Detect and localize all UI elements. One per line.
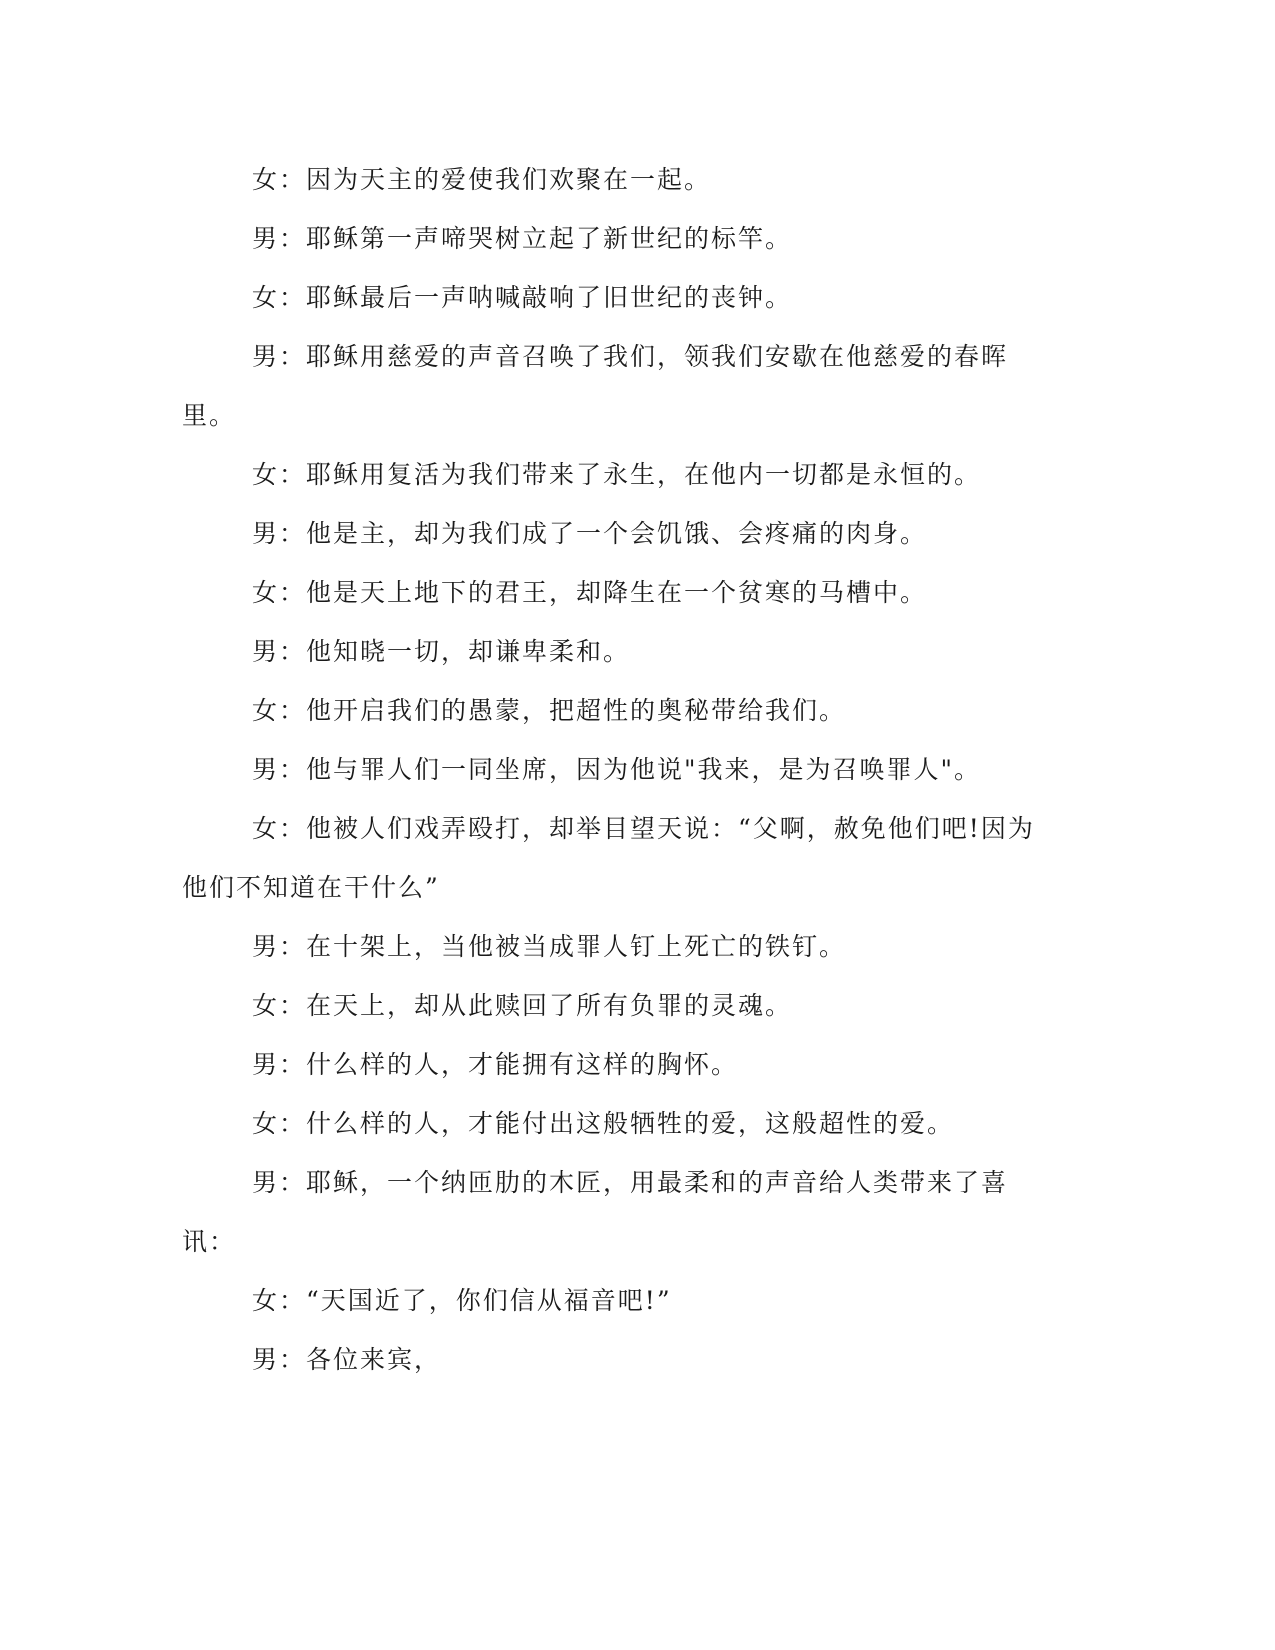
dialogue-line: 男：各位来宾， [252,1345,442,1374]
dialogue-line: 女：他开启我们的愚蒙，把超性的奥秘带给我们。 [252,696,847,725]
dialogue-line: 女：在天上，却从此赎回了所有负罪的灵魂。 [252,991,793,1020]
dialogue-line: 女：耶稣用复活为我们带来了永生，在他内一切都是永恒的。 [252,460,982,489]
dialogue-line: 男：他与罪人们一同坐席，因为他说"我来，是为召唤罪人"。 [252,755,982,784]
dialogue-line: 女：因为天主的爱使我们欢聚在一起。 [252,165,712,194]
document-body [182,150,1042,1389]
dialogue-line: 男：他知晓一切，却谦卑柔和。 [252,637,631,666]
dialogue-line: 女：他是天上地下的君王，却降生在一个贫寒的马槽中。 [252,578,928,607]
dialogue-line: 男：耶稣第一声啼哭树立起了新世纪的标竿。 [252,224,793,253]
dialogue-line: 男：耶稣用慈爱的声音召唤了我们，领我们安歇在他慈爱的春晖里。 [182,342,1009,430]
dialogue-line: 男：在十架上，当他被当成罪人钉上死亡的铁钉。 [252,932,847,961]
dialogue-line: 男：他是主，却为我们成了一个会饥饿、会疼痛的肉身。 [252,519,928,548]
dialogue-line: 女：“天国近了，你们信从福音吧!” [252,1286,672,1315]
dialogue-line: 男：耶稣，一个纳匝肋的木匠，用最柔和的声音给人类带来了喜讯： [182,1168,1009,1256]
dialogue-line: 男：什么样的人，才能拥有这样的胸怀。 [252,1050,739,1079]
dialogue-line: 女：他被人们戏弄殴打，却举目望天说：“父啊，赦免他们吧!因为他们不知道在干什么” [182,814,1035,902]
dialogue-line: 女：什么样的人，才能付出这般牺牲的爱，这般超性的爱。 [252,1109,955,1138]
dialogue-line: 女：耶稣最后一声呐喊敲响了旧世纪的丧钟。 [252,283,793,312]
